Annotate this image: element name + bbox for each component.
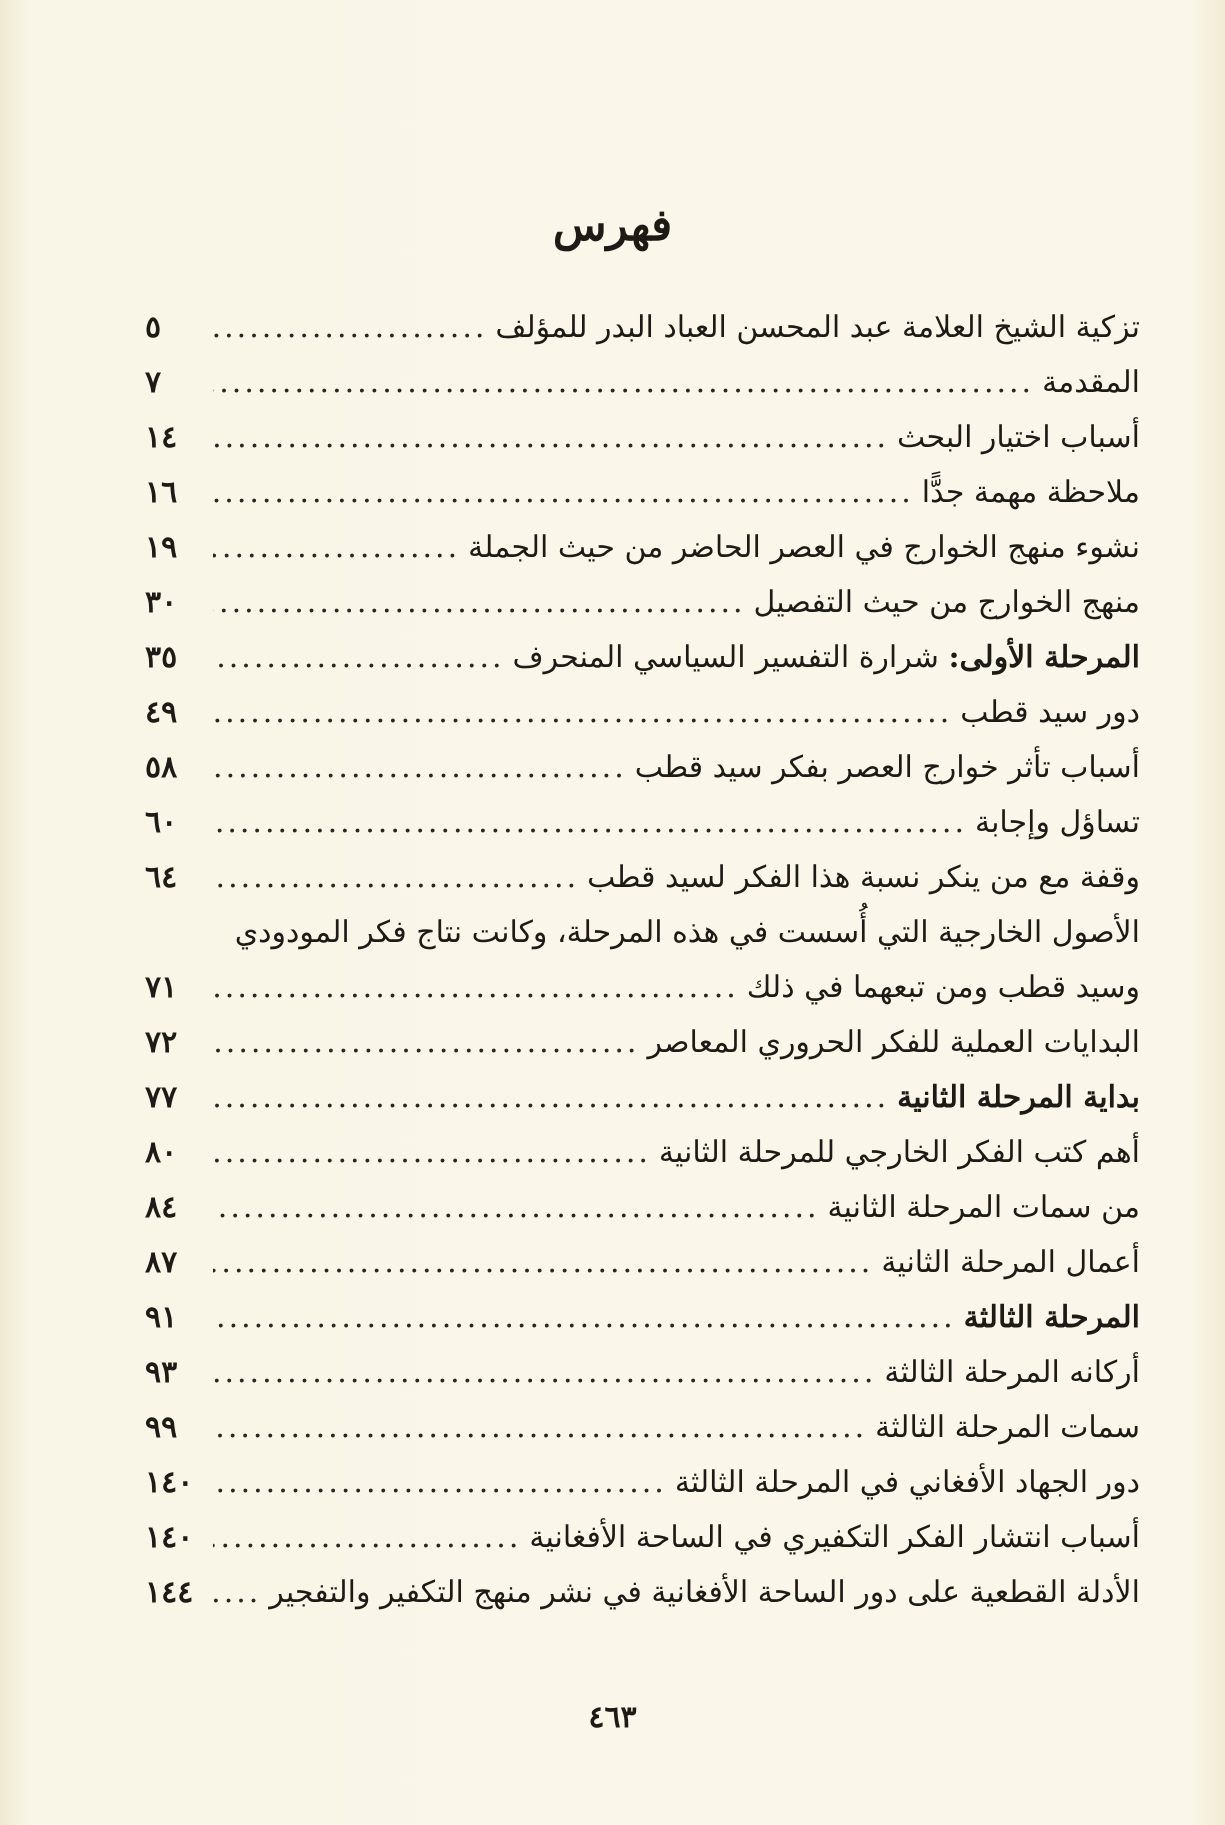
leader-dots [213,740,627,795]
toc-entry-page: ٦٠ [145,805,178,840]
toc-entry [145,1345,1140,1400]
leader-dots [213,300,487,355]
toc-entry-title: أركانه المرحلة الثالثة [884,1355,1140,1390]
leader-dots [213,1400,867,1455]
toc-entry [145,1455,1140,1510]
leader-dots [213,1290,956,1345]
toc-entry-bold-prefix: المرحلة الثالثة [963,1300,1140,1335]
toc-entry-continued [145,905,1140,960]
toc-entry-page: ٤٩ [145,695,178,730]
toc-entry [145,410,1140,465]
leader-dots [213,1235,873,1290]
leader-dots [213,1015,639,1070]
toc-entry-title [513,630,1140,685]
leader-dots [213,795,967,850]
toc-entry [145,300,1140,355]
toc-entry [145,355,1140,410]
toc-entry-page: ٨٤ [145,1190,178,1225]
page-number: ٤٦٣ [588,1700,637,1735]
toc-entry-page: ٨٧ [145,1245,178,1280]
toc-entry [145,1510,1140,1565]
toc-entry-page: ٥ [145,310,162,345]
toc-entry [145,795,1140,850]
toc-entry-page: ٣٥ [145,640,178,675]
toc-entry-title: نشوء منهج الخوارج في العصر الحاضر من حيث الجملة [468,530,1140,565]
toc-entry-page: ٧٢ [145,1025,178,1060]
leader-dots [213,1070,889,1125]
toc-entry-page: ١٦ [145,475,178,510]
toc-entry [145,740,1140,795]
toc-entry-page: ٧١ [145,970,178,1005]
toc-entry-bold-prefix: المرحلة الأولى: [948,640,1140,675]
leader-dots [213,355,1034,410]
toc-entry [145,960,1140,1015]
toc-entry-title: ملاحظة مهمة جدًّا [921,475,1140,510]
toc-entry-page: ١٤ [145,420,178,455]
toc-entry [145,1235,1140,1290]
leader-dots [213,1125,651,1180]
toc-entry-page: ١٩ [145,530,178,565]
toc-entry-page: ٩٣ [145,1355,178,1390]
leader-dots [213,960,739,1015]
toc-entry [145,1400,1140,1455]
toc-entry-title: منهج الخوارج من حيث التفصيل [753,585,1140,620]
page-title: فهرس [552,200,673,251]
leader-dots [213,1455,667,1510]
toc-entry [145,1180,1140,1235]
leader-dots [213,520,460,575]
toc-entry-bold-prefix: بداية المرحلة الثانية [897,1080,1140,1115]
toc-entry-title: الأصول الخارجية التي أُسست في هذه المرحلة، وكانت نتاج فكر المودودي [234,915,1140,950]
toc-entry-title: تساؤل وإجابة [974,805,1140,840]
toc-entry-page: ٧٧ [145,1080,178,1115]
leader-dots [213,410,889,465]
toc-entry-title [964,1290,1140,1345]
toc-entry-page: ٥٨ [145,750,178,785]
leader-dots [213,1345,876,1400]
toc-entry-page: ٦٤ [145,860,178,895]
toc-entry-page: ١٤٤ [145,1575,194,1610]
toc-entry-title: تزكية الشيخ العلامة عبد المحسن العباد البدر للمؤلف [495,310,1140,345]
toc-entry-title: وقفة مع من ينكر نسبة هذا الفكر لسيد قطب [587,860,1140,895]
toc-entry [145,1070,1140,1125]
toc-entry-title: أسباب اختيار البحث [897,420,1140,455]
toc-entry-rest: شرارة التفسير السياسي المنحرف [512,640,949,675]
table-of-contents [145,300,1140,1620]
toc-entry [145,465,1140,520]
toc-entry-title: أسباب تأثر خوارج العصر بفكر سيد قطب [634,750,1140,785]
toc-entry-title: وسيد قطب ومن تبعهما في ذلك [746,970,1140,1005]
toc-entry-title: أهم كتب الفكر الخارجي للمرحلة الثانية [658,1135,1140,1170]
toc-entry [145,850,1140,905]
toc-entry-page: ١٤٠ [145,1465,194,1500]
leader-dots [213,465,914,520]
leader-dots [213,1180,820,1235]
toc-entry-title: الأدلة القطعية على دور الساحة الأفغانية في نشر منهج التكفير والتفجير [269,1575,1140,1610]
leader-dots [213,685,952,740]
toc-entry [145,1290,1140,1345]
toc-entry [145,1015,1140,1070]
toc-entry [145,575,1140,630]
toc-entry-title [897,1070,1140,1125]
toc-entry-title: دور الجهاد الأفغاني في المرحلة الثالثة [674,1465,1140,1500]
leader-dots [213,850,579,905]
leader-dots [213,1565,261,1620]
toc-entry-page: ٩١ [145,1300,178,1335]
toc-entry-page: ٨٠ [145,1135,178,1170]
toc-entry-page: ١٤٠ [145,1520,194,1555]
toc-entry [145,1565,1140,1620]
toc-entry-title: البدايات العملية للفكر الحروري المعاصر [647,1025,1140,1060]
toc-entry [145,520,1140,575]
toc-entry-title: من سمات المرحلة الثانية [827,1190,1140,1225]
toc-entry-title: سمات المرحلة الثالثة [875,1410,1140,1445]
toc-entry-page: ٧ [145,365,162,400]
toc-entry-title: دور سيد قطب [960,695,1140,730]
toc-entry-title: المقدمة [1042,365,1140,400]
toc-entry-title: أعمال المرحلة الثانية [881,1245,1140,1280]
toc-entry-page: ٩٩ [145,1410,178,1445]
toc-entry-page: ٣٠ [145,585,178,620]
toc-entry [145,685,1140,740]
leader-dots [213,1510,521,1565]
toc-entry [145,630,1140,685]
toc-entry [145,1125,1140,1180]
toc-entry-title: أسباب انتشار الفكر التكفيري في الساحة الأفغانية [529,1520,1140,1555]
leader-dots [213,575,746,630]
leader-dots [213,630,505,685]
